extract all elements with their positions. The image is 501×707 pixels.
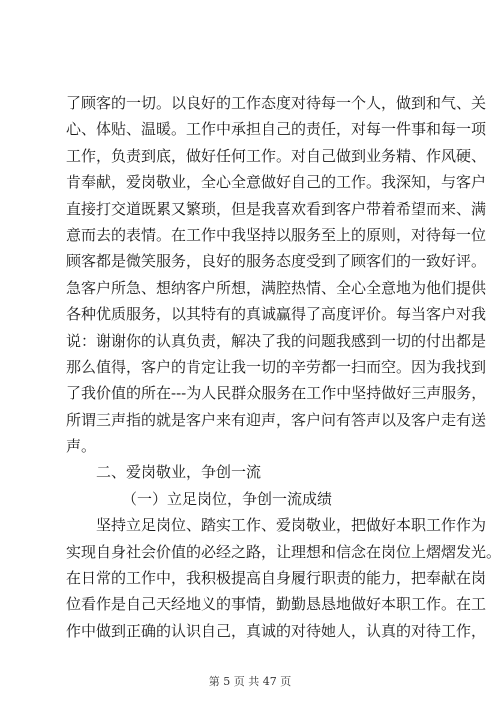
text-line: 心、体贴、温暖。工作中承担自己的责任，对每一件事和每一项 — [66, 120, 487, 139]
text-line: 直接打交道既累又繁琐，但是我喜欢看到客户带着希望而来、满 — [66, 199, 487, 218]
text-line: 位看作是自己天经地义的事情，勤勤恳恳地做好本职工作。在工 — [66, 595, 487, 614]
text-line: 实现自身社会价值的必经之路，让理想和信念在岗位上熠熠发光。 — [66, 542, 501, 561]
text-line: 顾客都是微笑服务，良好的服务态度受到了顾客们的一致好评。 — [66, 252, 487, 271]
page-footer — [0, 675, 500, 689]
text-line: 声。 — [66, 437, 97, 456]
text-line: 肯奉献，爱岗敬业，全心全意做好自己的工作。我深知，与客户 — [66, 173, 487, 192]
page-number-label: 第 5 页 共 47 页 — [208, 675, 292, 688]
text-line: 说：谢谢你的认真负责，解决了我的问题我感到一切的付出都是 — [66, 331, 487, 350]
subsection-heading: （一）立足岗位，争创一流成绩 — [122, 489, 333, 508]
text-line: 急客户所急、想纳客户所想，满腔热情、全心全意地为他们提供 — [66, 278, 487, 297]
section-heading: 二、爱岗敬业，争创一流 — [96, 463, 262, 482]
text-line: 作中做到正确的认识自己，真诚的对待她人，认真的对待工作， — [66, 621, 487, 640]
text-line: 在日常的工作中，我积极提高自身履行职责的能力，把奉献在岗 — [66, 569, 487, 588]
text-line: 工作，负责到底，做好任何工作。对自己做到业务精、作风硬、 — [66, 146, 487, 165]
text-line: 了顾客的一切。以良好的工作态度对待每一个人，做到和气、关 — [66, 94, 487, 112]
text-line: 那么值得，客户的肯定让我一切的辛劳都一扫而空。因为我找到 — [66, 357, 487, 376]
text-line: 所谓三声指的就是客户来有迎声，客户问有答声以及客户走有送 — [66, 410, 487, 429]
text-line: 坚持立足岗位、踏实工作、爱岗敬业，把做好本职工作作为 — [96, 516, 487, 535]
document-body — [66, 90, 501, 644]
text-line: 各种优质服务，以其特有的真诚赢得了高度评价。每当客户对我 — [66, 305, 487, 324]
text-line: 意而去的表情。在工作中我坚持以服务至上的原则，对待每一位 — [66, 225, 487, 244]
text-line: 了我价值的所在---为人民群众服务在工作中坚持做好三声服务， — [66, 384, 487, 403]
